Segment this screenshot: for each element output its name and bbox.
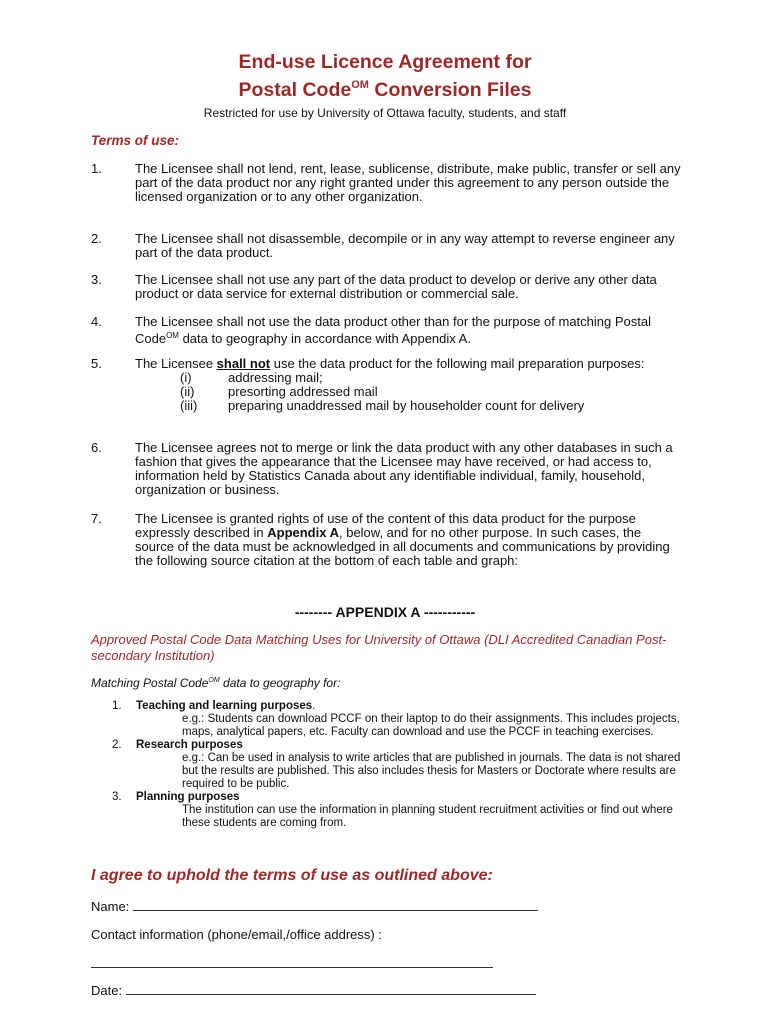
term-text: The Licensee shall not disassemble, decompile or in any way attempt to reverse engineer any part of the data product. — [135, 231, 675, 260]
name-signature-line[interactable] — [133, 899, 538, 911]
term-number: 1. — [91, 161, 102, 176]
term-item — [91, 315, 691, 346]
use-number: 2. — [112, 739, 122, 751]
term-number: 4. — [91, 314, 102, 329]
agreement-heading: I agree to uphold the terms of use as outlined above: — [91, 867, 493, 884]
use-item — [112, 739, 682, 791]
om-superscript: OM — [166, 331, 179, 340]
use-title-text: Teaching and learning purposes — [136, 700, 313, 712]
use-title-text: Research purposes — [136, 739, 243, 751]
term-item — [91, 441, 691, 497]
term-number: 5. — [91, 356, 102, 371]
term-text: The Licensee shall not use any part of the data product to develop or derive any other data product or data service for external distribution or commercial sale. — [135, 272, 657, 301]
term-text-part: data to geography in accordance with Appendix A. — [178, 331, 471, 346]
sub-item-text: presorting addressed mail — [228, 384, 378, 399]
om-superscript: OM — [208, 677, 220, 684]
term-item — [91, 162, 691, 204]
use-number: 1. — [112, 700, 122, 712]
term-text — [135, 357, 683, 413]
use-item — [112, 791, 682, 830]
term-text-part: The Licensee shall not use the data product other than for the purpose of matching Postal Code — [135, 314, 651, 346]
use-description: The institution can use the information in planning student recruitment activities or find out where these students are coming from. — [182, 804, 673, 829]
use-title — [136, 700, 682, 713]
matching-text-part: Matching Postal Code — [91, 676, 209, 690]
title-om-superscript: OM — [351, 79, 369, 91]
use-number: 3. — [112, 791, 122, 803]
term-emphasis: shall not — [216, 356, 271, 371]
term-number: 6. — [91, 440, 102, 455]
contact-label: Contact information (phone/email,/office address) : — [91, 927, 382, 942]
term-item — [91, 273, 691, 301]
sub-item-text: addressing mail; — [228, 370, 323, 385]
sub-item-number: (iii) — [180, 398, 198, 413]
term-text — [135, 512, 683, 568]
sub-item — [135, 371, 683, 385]
use-title — [136, 739, 682, 752]
sub-item — [135, 399, 683, 413]
term-number: 3. — [91, 272, 102, 287]
term-item — [91, 357, 691, 413]
sub-item-list — [135, 371, 683, 413]
term-number: 2. — [91, 231, 102, 246]
term-text-part: The Licensee is granted rights of use of the content of this data product for the purpose expressly described in — [135, 511, 636, 540]
use-list — [112, 700, 682, 830]
title-conversion-files: Conversion Files — [368, 79, 532, 101]
term-number: 7. — [91, 511, 102, 526]
date-label: Date: — [91, 983, 123, 998]
term-text — [135, 315, 683, 346]
use-title — [136, 791, 682, 804]
matching-intro — [91, 676, 340, 690]
title-line-2 — [0, 74, 770, 102]
appendix-heading: -------- APPENDIX A ----------- — [294, 604, 476, 620]
use-description: e.g.: Students can download PCCF on their laptop to do their assignments. This includes projects, maps, analytical papers, etc. Faculty can download and use the PCCF in teaching exercises. — [182, 713, 680, 738]
matching-text-part: data to geography for: — [219, 676, 341, 690]
date-signature-line[interactable] — [126, 983, 536, 995]
use-title-suffix: . — [312, 700, 316, 712]
term-text-part: , below, and for no other purpose. In such cases, the source of the data must be acknowledged in all documents and communications by providing the following source citation at the bottom of each table and graph: — [135, 525, 670, 568]
contact-signature-line[interactable] — [91, 956, 493, 968]
page-title — [0, 51, 770, 102]
use-description: e.g.: Can be used in analysis to write articles that are published in journals. The data is not shared but the results are published. This also includes thesis for Masters or Doctorate where results are required to be public. — [182, 752, 681, 790]
term-text: The Licensee shall not lend, rent, lease, sublicense, distribute, make public, transfer or sell any part of the data product nor any right granted under this agreement to any person outside the licensed organization or to any other organization. — [135, 161, 681, 204]
term-text: The Licensee agrees not to merge or link the data product with any other databases in such a fashion that gives the appearance that the Licensee may have received, or had access to, information held by Statistics Canada about any identifiable individual, family, household, organization or business. — [135, 440, 673, 497]
title-line-1: End-use Licence Agreement for — [238, 51, 532, 73]
appendix-subtitle: Approved Postal Code Data Matching Uses for University of Ottawa (DLI Accredited Canadian Post-secondary Institution) — [91, 632, 667, 663]
sub-item-number: (i) — [180, 370, 192, 385]
sub-item-number: (ii) — [180, 384, 195, 399]
use-item — [112, 700, 682, 739]
name-label: Name: — [91, 899, 130, 914]
term-item — [91, 512, 691, 568]
term-text-part: use the data product for the following mail preparation purposes: — [270, 356, 645, 371]
date-field-row — [91, 983, 536, 998]
term-item — [91, 232, 691, 260]
title-postal-code: Postal Code — [238, 79, 352, 101]
use-title-text: Planning purposes — [136, 791, 240, 803]
sub-item — [135, 385, 683, 399]
contact-field-row — [91, 927, 382, 942]
term-text-part: The Licensee — [135, 356, 217, 371]
term-emphasis: Appendix A — [267, 525, 339, 540]
contact-line-row — [91, 956, 493, 971]
terms-heading: Terms of use: — [91, 133, 180, 148]
sub-item-text: preparing unaddressed mail by householder count for delivery — [228, 398, 585, 413]
restriction-notice: Restricted for use by University of Ottawa faculty, students, and staff — [203, 106, 567, 120]
name-field-row — [91, 899, 538, 914]
